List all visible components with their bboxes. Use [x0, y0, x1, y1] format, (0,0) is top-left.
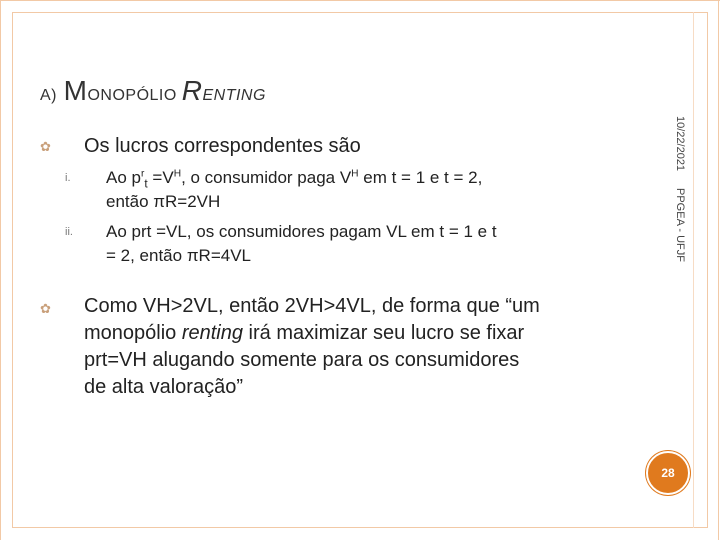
item-1-line-1: Ao $p^r_t =V^H$, o consumidor paga $V^H$ em t = 1 e t = 2, — [106, 168, 483, 191]
title-initial-r: R — [181, 75, 203, 106]
bullet-2-line-3: prt=VH alugando somente para os consumidores — [84, 349, 520, 371]
bullet-2-line-2: monopólio renting irá maximizar seu lucro se fixar — [84, 322, 525, 344]
bullet-2-line-4: de alta valoração” — [84, 376, 243, 398]
item-2-line-2: = 2, então πR=4VL — [106, 246, 251, 265]
side-org: PPGEA - UFJF — [674, 188, 686, 262]
item-2-line-1: Ao prt =VL, os consumidores pagam VL em t = 1 e t — [106, 222, 497, 241]
bullet-icon: ✿ — [40, 301, 51, 316]
frame-inner-top — [12, 12, 708, 13]
side-divider — [693, 12, 694, 528]
frame-inner-bottom — [12, 527, 708, 528]
frame-far-right — [718, 0, 719, 540]
frame-line-left — [0, 0, 1, 540]
title-prefix: A) — [40, 87, 57, 104]
title-part-1: ONOPÓLIO — [87, 87, 182, 104]
title-part-2: ENTING — [202, 87, 266, 104]
item-1-number: i. — [65, 172, 71, 184]
bullet-icon: ✿ — [40, 139, 51, 154]
frame-inner-left — [12, 12, 13, 528]
page-number-badge: 28 — [646, 451, 690, 495]
bullet-1-text: Os lucros correspondentes são — [84, 135, 361, 157]
side-date: 10/22/2021 — [674, 116, 686, 172]
bullet-2-line-1: Como VH>2VL, então 2VH>4VL, de forma que “um — [84, 295, 540, 317]
slide-title — [40, 75, 266, 107]
frame-line-top — [0, 0, 720, 1]
title-initial-m: M — [63, 75, 88, 106]
item-1-line-2: então πR=2VH — [106, 192, 221, 211]
frame-inner-right — [707, 12, 708, 528]
item-2-number: ii. — [65, 226, 73, 238]
